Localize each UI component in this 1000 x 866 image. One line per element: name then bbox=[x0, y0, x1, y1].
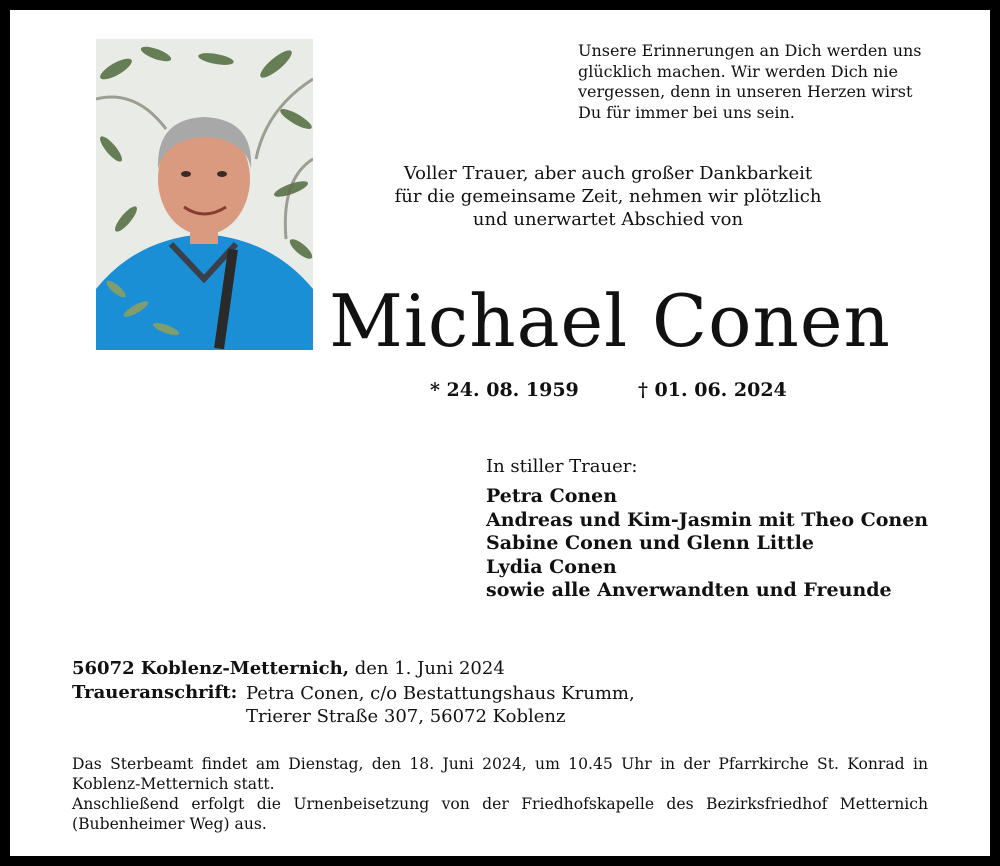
location-place: 56072 Koblenz-Metternich, bbox=[72, 658, 349, 679]
obituary-notice bbox=[10, 10, 990, 856]
mourner-name: Andreas und Kim-Jasmin mit Theo Conen bbox=[486, 508, 929, 531]
death-date: † 01. 06. 2024 bbox=[638, 379, 787, 401]
location-date bbox=[72, 658, 505, 679]
intro-line: und unerwartet Abschied von bbox=[472, 209, 744, 230]
intro-line: für die gemeinsame Zeit, nehmen wir plötzlich bbox=[394, 186, 822, 207]
mourning-label: In stiller Trauer: bbox=[486, 456, 638, 477]
quote-line: Unsere Erinnerungen an Dich werden uns bbox=[578, 41, 922, 60]
burial-note: Anschließend erfolgt die Urnenbeisetzung von der Friedhofskapelle des Bezirksfriedhof Metternich (Bubenheimer Weg) aus. bbox=[72, 795, 928, 833]
requiem-note: Das Sterbeamt findet am Dienstag, den 18. Juni 2024, um 10.45 Uhr in der Pfarrkirche St. Konrad in Koblenz-Metternich statt. bbox=[72, 755, 928, 793]
address-label: Traueranschrift: bbox=[72, 682, 238, 703]
portrait-image bbox=[96, 39, 313, 350]
mourner-name: sowie alle Anverwandten und Freunde bbox=[486, 579, 892, 601]
memorial-quote bbox=[578, 41, 958, 123]
mourners-list bbox=[486, 485, 928, 603]
mourner-name: Lydia Conen bbox=[486, 555, 617, 578]
deceased-name: Michael Conen bbox=[329, 279, 891, 363]
portrait-photo bbox=[96, 39, 313, 350]
service-notes bbox=[72, 754, 928, 834]
mourning-address bbox=[246, 682, 635, 728]
location-date-text: den 1. Juni 2024 bbox=[354, 658, 505, 679]
quote-line: glücklich machen. Wir werden Dich nie bbox=[578, 61, 898, 81]
mourner-name: Sabine Conen und Glenn Little bbox=[486, 532, 814, 554]
birth-date: * 24. 08. 1959 bbox=[430, 379, 579, 401]
farewell-intro bbox=[328, 162, 888, 231]
quote-line: vergessen, denn in unseren Herzen wirst bbox=[578, 82, 913, 101]
mourner-name: Petra Conen bbox=[486, 485, 618, 507]
intro-line: Voller Trauer, aber auch großer Dankbarkeit bbox=[403, 163, 813, 184]
quote-line: Du für immer bei uns sein. bbox=[578, 102, 795, 122]
address-line: Trierer Straße 307, 56072 Koblenz bbox=[246, 706, 566, 727]
address-line: Petra Conen, c/o Bestattungshaus Krumm, bbox=[246, 683, 635, 704]
